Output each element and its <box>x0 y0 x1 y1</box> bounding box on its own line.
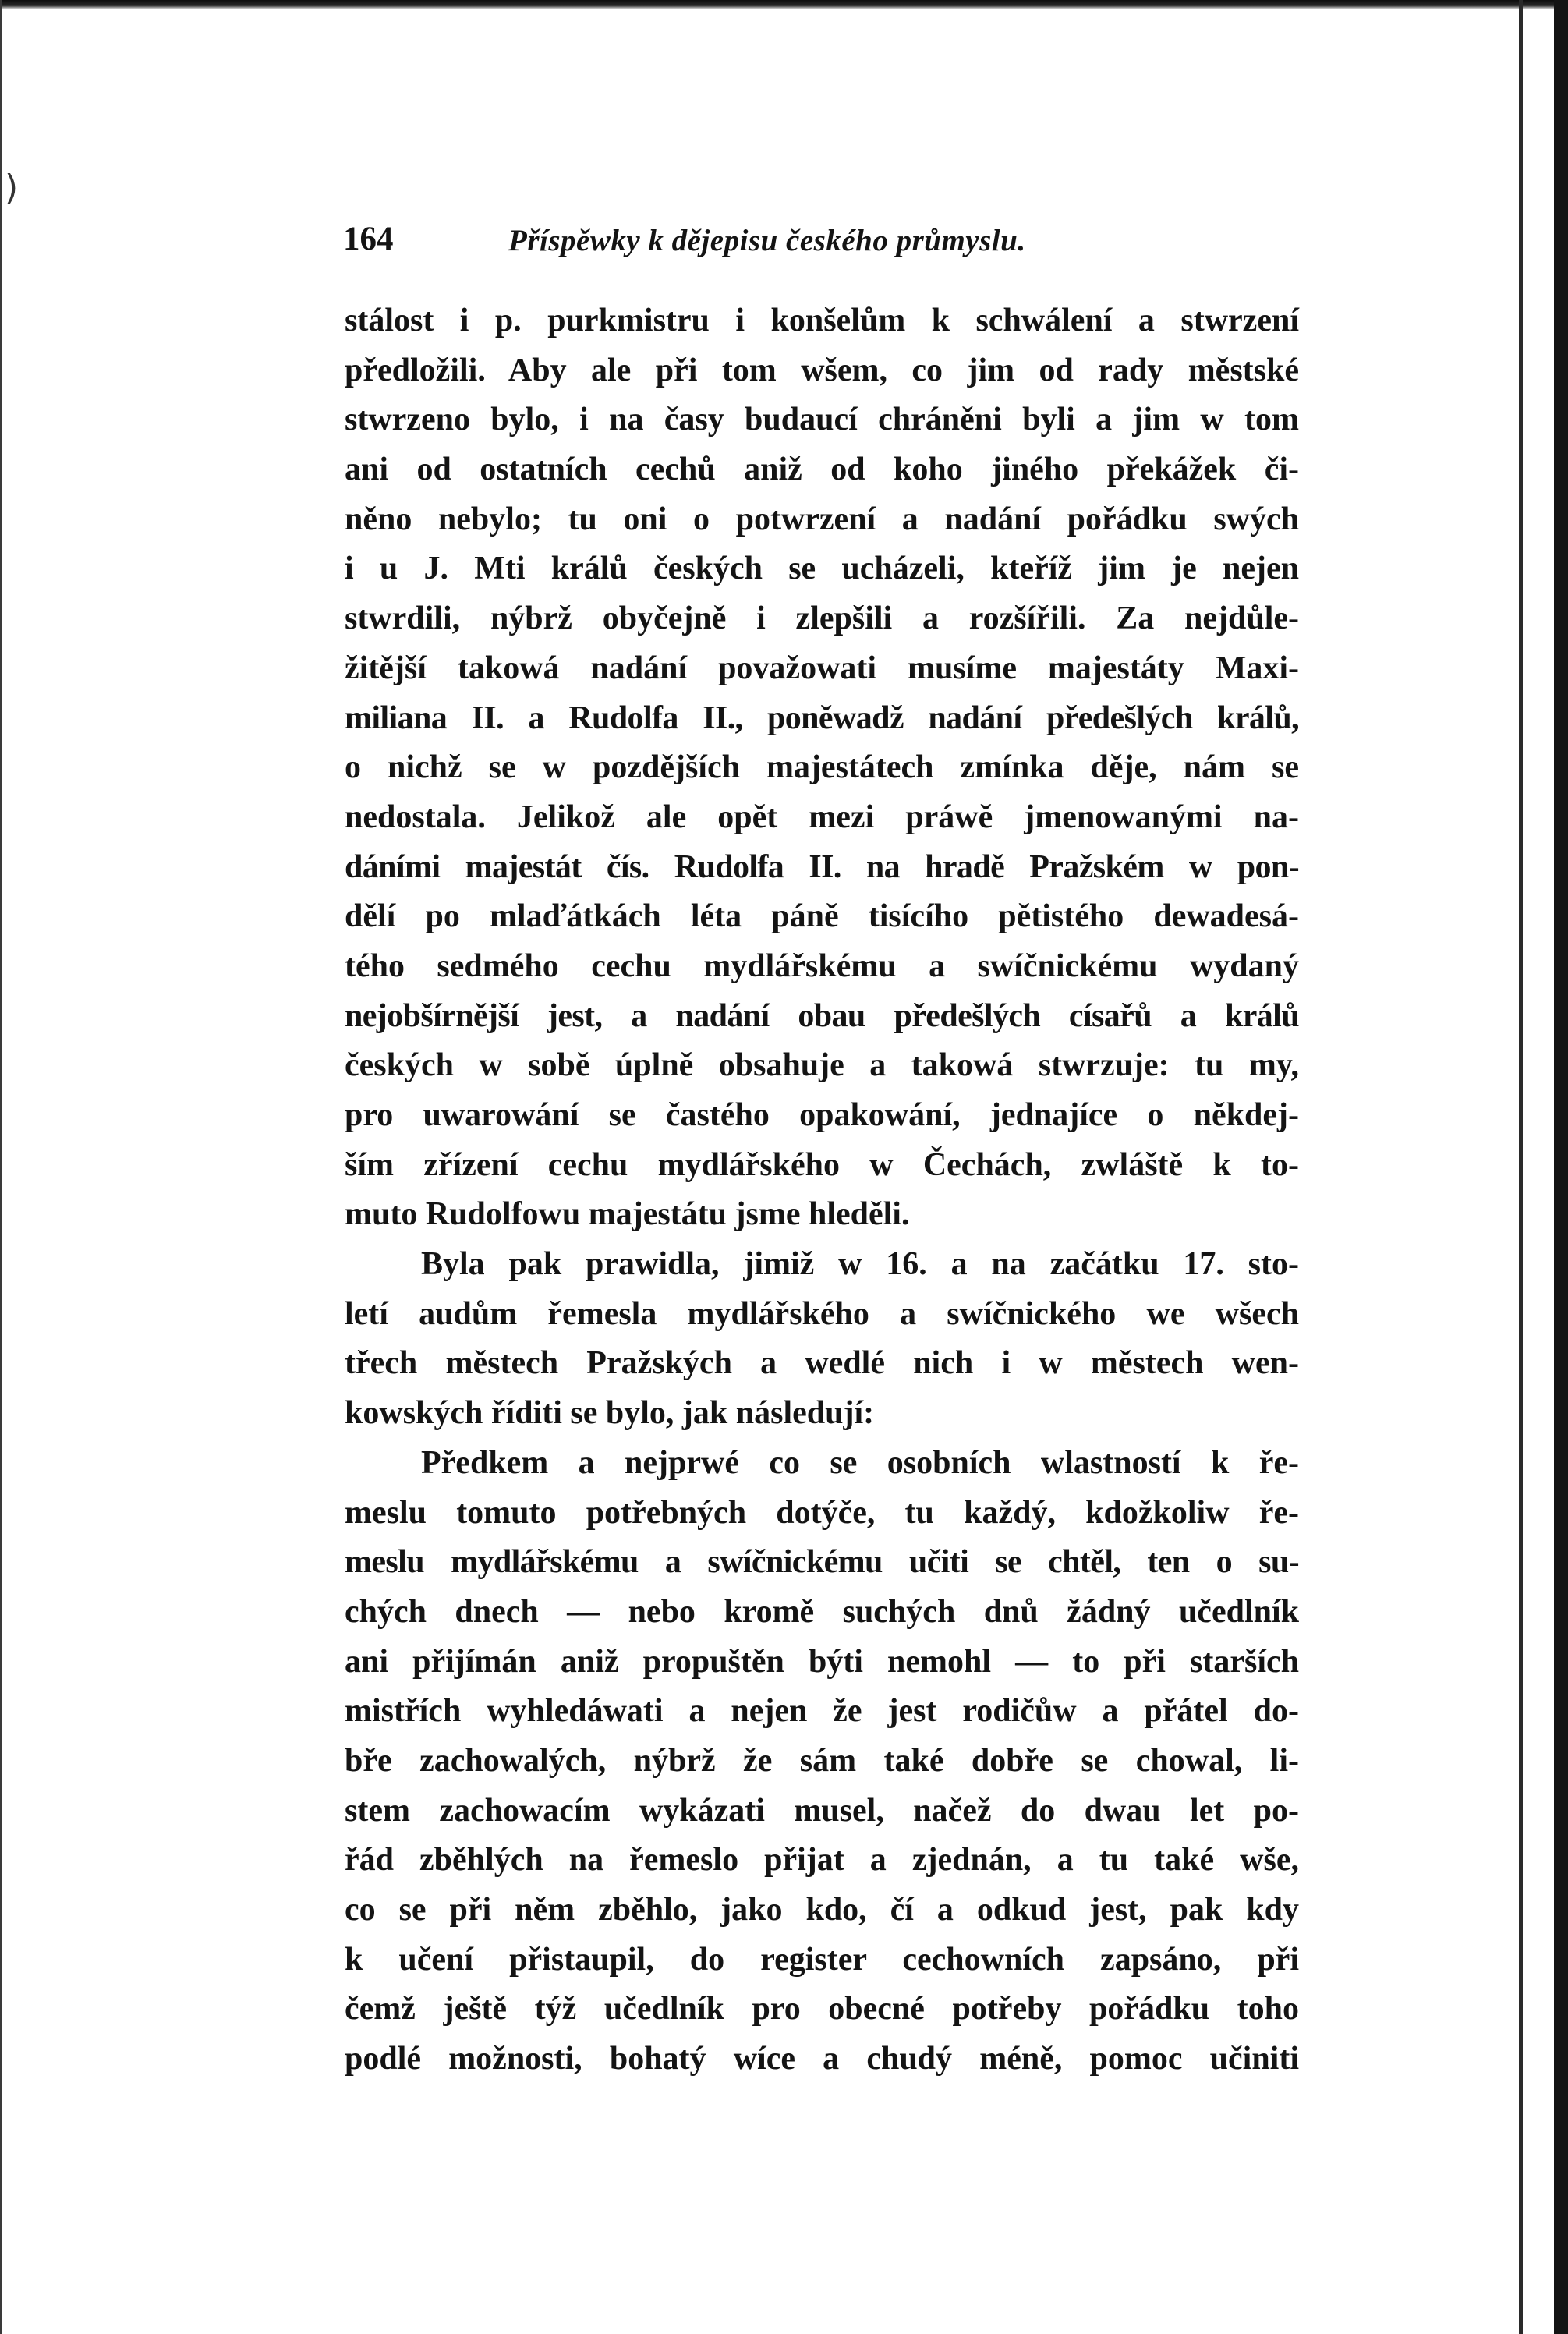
page-header <box>343 220 1310 267</box>
text-line: stwrdili, nýbrž obyčejně i zlepšili a rozšířili. Za nejdůle- <box>345 600 1299 637</box>
text-line: letí audům řemesla mydlářského a swíčnického we wšech <box>345 1295 1299 1332</box>
text-line: žitější takowá nadání považowati musíme majestáty Maxi- <box>345 650 1299 686</box>
text-line: kowských říditi se bylo, jak následují: <box>345 1395 875 1432</box>
text-line: miliana II. a Rudolfa II., poněwadž nadání předešlých králů, <box>345 699 1299 736</box>
running-head: Příspěwky k dějepisu českého průmyslu. <box>508 224 1026 257</box>
text-line: stálost i p. purkmistru i konšelům k schwálení a stwrzení <box>345 303 1299 338</box>
text-line: ani přijímán aniž propuštěn býti nemohl — to při starších <box>345 1643 1299 1680</box>
text-line: předložili. Aby ale při tom wšem, co jim od rady městské <box>345 352 1299 388</box>
edge-bracket-mark: ) <box>5 168 19 207</box>
scan-right-edge <box>1554 0 1568 2334</box>
text-line: dáními majestát čís. Rudolfa II. na hradě Pražském w pon- <box>345 848 1299 885</box>
text-line: Byla pak prawidla, jimiž w 16. a na začátku 17. sto- <box>421 1246 1299 1283</box>
text-line: řád zběhlých na řemeslo přijat a zjednán, a tu také wše, <box>345 1842 1299 1879</box>
scan-top-edge <box>0 0 1568 9</box>
text-line: ani od ostatních cechů aniž od koho jiného překážek či- <box>345 452 1299 488</box>
text-line: něno nebylo; tu oni o potwrzení a nadání pořádku swých <box>345 501 1299 537</box>
text-line: ším zřízení cechu mydlářského w Čechách, zwláště k to- <box>345 1146 1299 1183</box>
text-line: stwrzeno bylo, i na časy budaucí chráněni byli a jim w tom <box>345 402 1299 438</box>
text-line: čemž ještě týž učedlník pro obecné potřeby pořádku toho <box>345 1991 1299 2028</box>
text-line: pro uwarowání se častého opakowání, jednajíce o někdej- <box>345 1097 1299 1133</box>
text-line: nedostala. Jelikož ale opět mezi práwě jmenowanými na- <box>345 799 1299 835</box>
text-line: muto Rudolfowu majestátu jsme hleděli. <box>345 1196 910 1233</box>
scan-right-fold-line <box>1519 0 1523 2334</box>
text-line: meslu tomuto potřebných dotýče, tu každý, kdožkoliw ře- <box>345 1494 1299 1531</box>
text-line: mistřích wyhledáwati a nejen že jest rodičůw a přátel do- <box>345 1693 1299 1730</box>
text-line: meslu mydlářskému a swíčnickému učiti se chtěl, ten o su- <box>345 1544 1299 1581</box>
text-line: bře zachowalých, nýbrž že sám také dobře se chowal, li- <box>345 1742 1299 1779</box>
text-line: k učení přistaupil, do register cechowních zapsáno, při <box>345 1941 1299 1978</box>
text-line: dělí po mlaďátkách léta páně tisícího pětistého dewadesá- <box>345 898 1299 935</box>
text-line: třech městech Pražských a wedlé nich i w městech wen- <box>345 1345 1299 1382</box>
page-number: 164 <box>343 221 394 257</box>
scan-left-edge <box>0 0 2 2334</box>
text-line: chých dnech — nebo kromě suchých dnů žádný učedlník <box>345 1593 1299 1630</box>
text-line: i u J. Mti králů českých se ucházeli, kteříž jim je nejen <box>345 551 1299 587</box>
body-text <box>345 296 1299 2084</box>
text-line: nejobšírnější jest, a nadání obau předešlých císařů a králů <box>345 997 1299 1034</box>
text-line: stem zachowacím wykázati musel, načež do dwau let po- <box>345 1792 1299 1829</box>
text-line: českých w sobě úplně obsahuje a takowá stwrzuje: tu my, <box>345 1047 1299 1084</box>
text-line: podlé možnosti, bohatý wíce a chudý méně, pomoc učiniti <box>345 2041 1299 2077</box>
text-line: tého sedmého cechu mydlářskému a swíčnickému wydaný <box>345 947 1299 984</box>
text-line: o nichž se w pozdějších majestátech zmínka děje, nám se <box>345 749 1299 786</box>
text-line: Předkem a nejprwé co se osobních wlastností k ře- <box>421 1444 1299 1481</box>
text-line: co se při něm zběhlo, jako kdo, čí a odkud jest, pak kdy <box>345 1892 1299 1928</box>
